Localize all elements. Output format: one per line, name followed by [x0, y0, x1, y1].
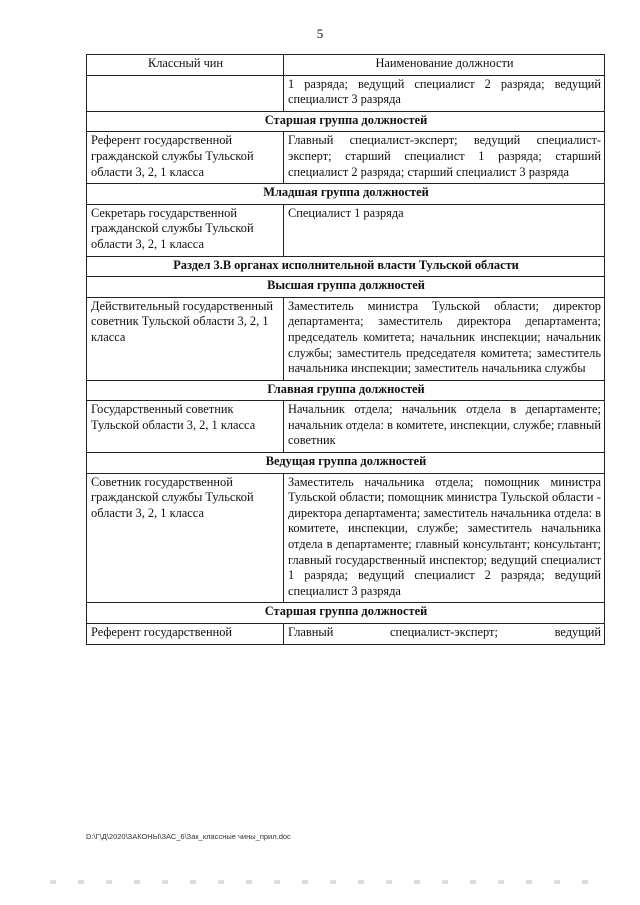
- positions-cell: Заместитель министра Тульской области; директор департамента; заместитель директора департамента; председатель комитета; начальник инспекции; начальник службы; заместитель председателя комитета; заместитель начальника инспекции; заместитель начальника службы: [284, 297, 605, 380]
- group-heading: Ведущая группа должностей: [87, 453, 605, 474]
- group-row: [87, 111, 605, 132]
- rank-cell: Секретарь государственной гражданской службы Тульской области 3, 2, 1 класса: [87, 204, 284, 256]
- group-heading: Старшая группа должностей: [87, 603, 605, 624]
- ranks-table: [86, 54, 605, 645]
- positions-cell: Главный специалист-эксперт; ведущий: [284, 624, 605, 645]
- positions-cell: Заместитель начальника отдела; помощник министра Тульской области; помощник министра Тульской области - директора департамента; заместитель начальника отдела: в комитете, инспекции, службе; заместитель начальника отдела в департаменте; главный консультант; консультант; главный государственный инспектор; ведущий специалист 1 разряда; ведущий специалист 2 разряда; ведущий специалист 3 разряда: [284, 473, 605, 603]
- page-number: 5: [316, 26, 324, 41]
- table-row: [87, 401, 605, 453]
- group-heading: Главная группа должностей: [87, 380, 605, 401]
- group-heading: Младшая группа должностей: [87, 184, 605, 205]
- rank-cell: Действительный государственный советник Тульской области 3, 2, 1 класса: [87, 297, 284, 380]
- table-row: [87, 204, 605, 256]
- table-row: [87, 132, 605, 184]
- group-heading: Старшая группа должностей: [87, 111, 605, 132]
- group-row: [87, 453, 605, 474]
- rank-cell: Государственный советник Тульской области 3, 2, 1 класса: [87, 401, 284, 453]
- section-row: [87, 256, 605, 277]
- rank-cell: Референт государственной гражданской службы Тульской области 3, 2, 1 класса: [87, 132, 284, 184]
- scan-artifact: [50, 880, 610, 884]
- positions-cell: Начальник отдела; начальник отдела в департаменте; начальник отдела: в комитете, инспекции, службе; главный советник: [284, 401, 605, 453]
- table-row: [87, 473, 605, 603]
- group-row: [87, 380, 605, 401]
- group-heading: Высшая группа должностей: [87, 277, 605, 298]
- table-row: [87, 297, 605, 380]
- section-heading: Раздел 3.В органах исполнительной власти Тульской области: [87, 256, 605, 277]
- positions-cell: Специалист 1 разряда: [284, 204, 605, 256]
- group-row: [87, 603, 605, 624]
- positions-cell: Главный специалист-эксперт; ведущий специалист-эксперт; старший специалист 1 разряда; старший специалист 2 разряда; старший специалист 3 разряда: [284, 132, 605, 184]
- rank-cell: Советник государственной гражданской службы Тульской области 3, 2, 1 класса: [87, 473, 284, 603]
- positions-cell: 1 разряда; ведущий специалист 2 разряда; ведущий специалист 3 разряда: [284, 75, 605, 111]
- group-row: [87, 184, 605, 205]
- header-class-rank: Классный чин: [87, 55, 284, 76]
- table-header-row: [87, 55, 605, 76]
- header-position-name: Наименование должности: [284, 55, 605, 76]
- footer-file-path: D:\Г\Д\2020\ЗАКОНЫ\ЗАС_6\Зак_классные чины_прил.doc: [86, 832, 291, 841]
- rank-cell: Референт государственной: [87, 624, 284, 645]
- table-row: [87, 75, 605, 111]
- group-row: [87, 277, 605, 298]
- rank-cell: [87, 75, 284, 111]
- table-row: [87, 624, 605, 645]
